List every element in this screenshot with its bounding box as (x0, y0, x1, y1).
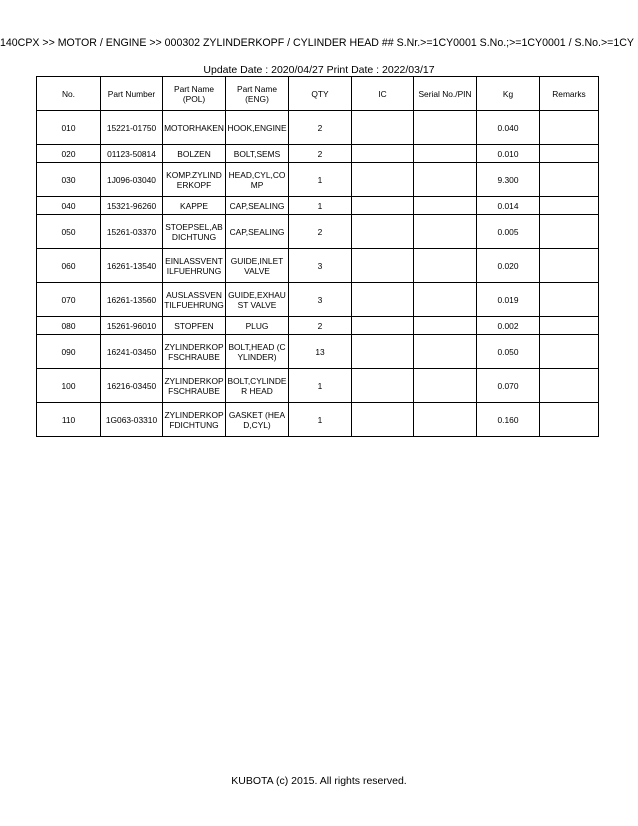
cell-name-pol: KOMP.ZYLINDERKOPF (163, 163, 226, 197)
cell-kg: 0.050 (477, 335, 540, 369)
cell-qty: 1 (289, 163, 352, 197)
cell-no: 040 (37, 197, 101, 215)
cell-remarks (540, 215, 599, 249)
cell-part-number: 15221-01750 (101, 111, 163, 145)
copyright-footer: KUBOTA (c) 2015. All rights reserved. (231, 775, 407, 787)
cell-qty: 2 (289, 317, 352, 335)
cell-qty: 1 (289, 403, 352, 437)
col-header-kg: Kg (477, 77, 540, 111)
cell-part-number: 16261-13540 (101, 249, 163, 283)
cell-remarks (540, 249, 599, 283)
cell-name-eng: CAP,SEALING (226, 215, 289, 249)
cell-kg: 0.040 (477, 111, 540, 145)
cell-serial (414, 317, 477, 335)
cell-no: 110 (37, 403, 101, 437)
cell-remarks (540, 197, 599, 215)
col-header-part-name-pol: Part Name (POL) (163, 77, 226, 111)
cell-kg: 0.019 (477, 283, 540, 317)
cell-qty: 2 (289, 111, 352, 145)
update-print-dates: Update Date : 2020/04/27 Print Date : 2022/03/17 (203, 64, 435, 76)
cell-ic (352, 215, 414, 249)
cell-ic (352, 163, 414, 197)
cell-name-pol: KAPPE (163, 197, 226, 215)
table-row (37, 317, 599, 335)
cell-part-number: 15261-03370 (101, 215, 163, 249)
cell-serial (414, 369, 477, 403)
cell-ic (352, 369, 414, 403)
table-row (37, 249, 599, 283)
col-header-qty: QTY (289, 77, 352, 111)
table-row (37, 215, 599, 249)
cell-name-eng: BOLT,SEMS (226, 145, 289, 163)
cell-kg: 0.014 (477, 197, 540, 215)
cell-ic (352, 335, 414, 369)
cell-name-eng: BOLT,CYLINDER HEAD (226, 369, 289, 403)
cell-ic (352, 197, 414, 215)
cell-qty: 2 (289, 215, 352, 249)
cell-name-eng: GASKET (HEAD,CYL) (226, 403, 289, 437)
cell-kg: 0.070 (477, 369, 540, 403)
cell-serial (414, 283, 477, 317)
cell-ic (352, 111, 414, 145)
cell-part-number: 15261-96010 (101, 317, 163, 335)
cell-part-number: 1J096-03040 (101, 163, 163, 197)
cell-remarks (540, 335, 599, 369)
table-row (37, 369, 599, 403)
cell-ic (352, 145, 414, 163)
cell-name-eng: PLUG (226, 317, 289, 335)
col-header-ic: IC (352, 77, 414, 111)
cell-name-eng: CAP,SEALING (226, 197, 289, 215)
cell-no: 070 (37, 283, 101, 317)
cell-name-pol: AUSLASSVENTILFUEHRUNG (163, 283, 226, 317)
cell-serial (414, 163, 477, 197)
cell-kg: 0.010 (477, 145, 540, 163)
cell-name-eng: HEAD,CYL,COMP (226, 163, 289, 197)
cell-part-number: 1G063-03310 (101, 403, 163, 437)
cell-no: 060 (37, 249, 101, 283)
cell-remarks (540, 403, 599, 437)
col-header-part-number: Part Number (101, 77, 163, 111)
cell-ic (352, 403, 414, 437)
table-row (37, 163, 599, 197)
cell-name-eng: HOOK,ENGINE (226, 111, 289, 145)
cell-serial (414, 249, 477, 283)
cell-name-eng: GUIDE,EXHAUST VALVE (226, 283, 289, 317)
cell-serial (414, 215, 477, 249)
breadcrumb: 140CPX >> MOTOR / ENGINE >> 000302 ZYLINDERKOPF / CYLINDER HEAD ## S.Nr.>=1CY0001 S.No.;>=1CY0001 / S.No.>=1CY (0, 37, 634, 49)
cell-no: 010 (37, 111, 101, 145)
cell-ic (352, 249, 414, 283)
col-header-remarks: Remarks (540, 77, 599, 111)
cell-remarks (540, 317, 599, 335)
cell-name-pol: STOPFEN (163, 317, 226, 335)
cell-qty: 2 (289, 145, 352, 163)
cell-name-pol: STOEPSEL,ABDICHTUNG (163, 215, 226, 249)
cell-no: 030 (37, 163, 101, 197)
cell-name-eng: GUIDE,INLET VALVE (226, 249, 289, 283)
cell-serial (414, 197, 477, 215)
table-row (37, 403, 599, 437)
cell-part-number: 16261-13560 (101, 283, 163, 317)
cell-kg: 0.005 (477, 215, 540, 249)
col-header-serial: Serial No./PIN (414, 77, 477, 111)
cell-kg: 0.002 (477, 317, 540, 335)
cell-remarks (540, 283, 599, 317)
table-row (37, 111, 599, 145)
cell-remarks (540, 111, 599, 145)
cell-no: 100 (37, 369, 101, 403)
table-row (37, 145, 599, 163)
cell-name-eng: BOLT,HEAD (CYLINDER) (226, 335, 289, 369)
cell-part-number: 16241-03450 (101, 335, 163, 369)
parts-table (36, 76, 599, 437)
cell-kg: 9.300 (477, 163, 540, 197)
cell-part-number: 16216-03450 (101, 369, 163, 403)
table-row (37, 283, 599, 317)
col-header-part-name-eng: Part Name (ENG) (226, 77, 289, 111)
cell-part-number: 15321-96260 (101, 197, 163, 215)
cell-name-pol: ZYLINDERKOPFSCHRAUBE (163, 335, 226, 369)
cell-name-pol: BOLZEN (163, 145, 226, 163)
cell-remarks (540, 145, 599, 163)
cell-no: 080 (37, 317, 101, 335)
cell-part-number: 01123-50814 (101, 145, 163, 163)
cell-name-pol: ZYLINDERKOPFDICHTUNG (163, 403, 226, 437)
cell-no: 050 (37, 215, 101, 249)
cell-serial (414, 403, 477, 437)
cell-kg: 0.020 (477, 249, 540, 283)
cell-serial (414, 145, 477, 163)
table-header-row (37, 77, 599, 111)
cell-serial (414, 335, 477, 369)
cell-no: 090 (37, 335, 101, 369)
cell-name-pol: MOTORHAKEN (163, 111, 226, 145)
cell-name-pol: ZYLINDERKOPFSCHRAUBE (163, 369, 226, 403)
table-row (37, 335, 599, 369)
cell-qty: 3 (289, 283, 352, 317)
cell-no: 020 (37, 145, 101, 163)
cell-kg: 0.160 (477, 403, 540, 437)
cell-serial (414, 111, 477, 145)
cell-qty: 1 (289, 197, 352, 215)
cell-qty: 3 (289, 249, 352, 283)
cell-qty: 1 (289, 369, 352, 403)
table-row (37, 197, 599, 215)
cell-qty: 13 (289, 335, 352, 369)
cell-remarks (540, 163, 599, 197)
cell-ic (352, 283, 414, 317)
col-header-no: No. (37, 77, 101, 111)
cell-ic (352, 317, 414, 335)
cell-name-pol: EINLASSVENTILFUEHRUNG (163, 249, 226, 283)
cell-remarks (540, 369, 599, 403)
